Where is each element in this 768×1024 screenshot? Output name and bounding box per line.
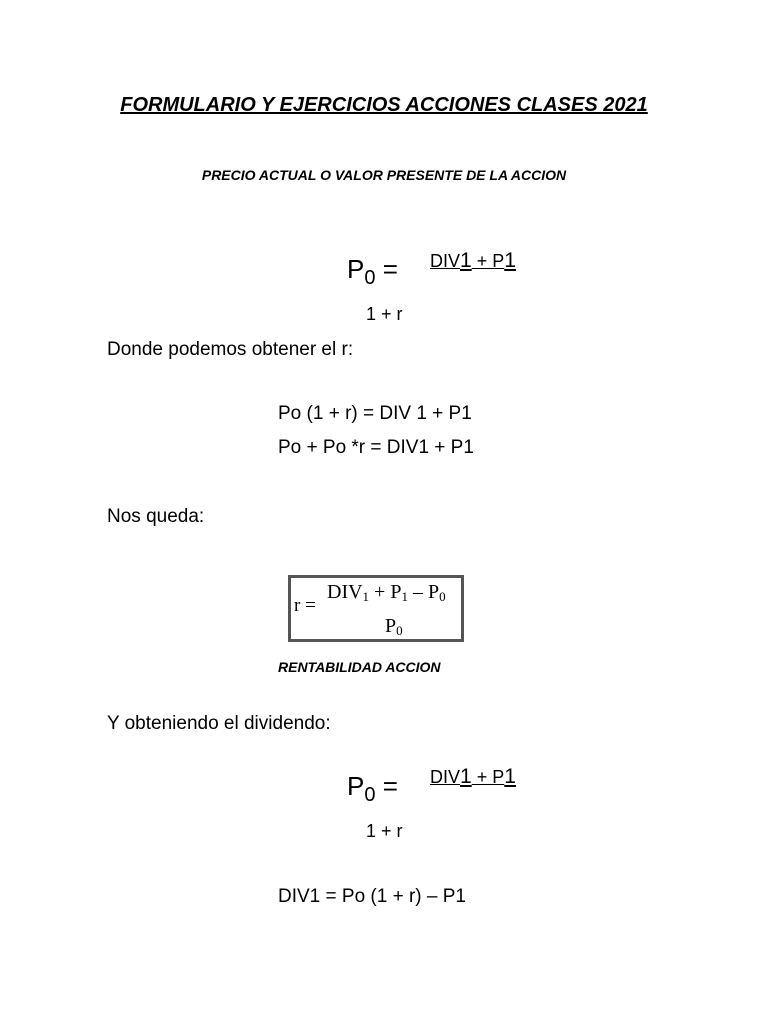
equation-step-1: Po (1 + r) = DIV 1 + P1 [278,403,472,424]
formula-r-numerator: $DIV_1 + P_1 - P_0$ [327,581,446,604]
formula-price-lhs-2: $P_0$ = [347,771,398,806]
formula-r-box [288,575,464,642]
formula-price-denominator: 1 + r [366,304,403,324]
paragraph-dividend-intro: Y obteniendo el dividendo: [107,713,331,734]
formula-r-denominator: $P_0$ [385,615,403,638]
caption-rentabilidad: RENTABILIDAD ACCION [278,659,441,675]
equation-dividend: DIV1 = Po (1 + r) – P1 [278,886,466,907]
paragraph-r-intro: Donde podemos obtener el r: [107,339,354,360]
formula-price-numerator: DIV1 + P1 [430,249,516,272]
formula-price-denominator-2: 1 + r [366,821,403,841]
document-title: FORMULARIO Y EJERCICIOS ACCIONES CLASES 2021 [120,94,648,116]
equation-step-2: Po + Po *r = DIV1 + P1 [278,437,474,458]
formula-price-numerator-2: DIV1 + P1 [430,765,516,788]
paragraph-result-intro: Nos queda: [107,506,205,527]
formula-r-lhs: r = [294,595,316,616]
formula-price-lhs: $P_0$ = [347,254,398,289]
section-subtitle: PRECIO ACTUAL O VALOR PRESENTE DE LA ACCION [201,167,567,183]
